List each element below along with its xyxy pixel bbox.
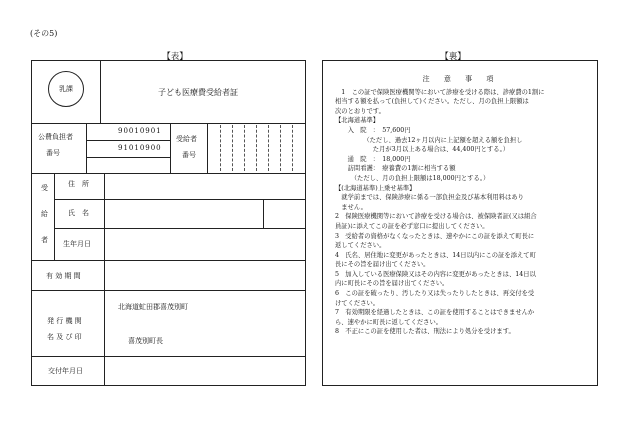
note-line: 員証)に添えてこの証を必ず窓口に提出してください。	[335, 222, 489, 230]
note-line: 就学前までは、保険診療に係る一部負担金及び基本利用料はあり	[335, 194, 524, 202]
payer-label-2: 番号	[46, 149, 60, 157]
note-line: 返してください。	[335, 242, 386, 250]
note-line: 訪問看護： 療養費の1割に相当する額	[335, 165, 456, 173]
note-line: 相当する額を払って(負担して)ください。ただし、月の負担上限額は	[335, 98, 529, 106]
divider	[32, 123, 306, 124]
payer-number-1: 90010901	[118, 127, 162, 135]
certificate-title: 子ども医療費受給者証	[158, 88, 238, 97]
divider	[170, 123, 171, 173]
note-line: た月が3月以上ある場合は、44,400円とする。）	[335, 146, 510, 154]
note-line: 内に町長にその旨を届け出てください。	[335, 280, 449, 288]
divider	[54, 228, 306, 229]
digit-divider	[232, 125, 233, 171]
divider	[86, 140, 170, 141]
note-line: 5 加入している医療保険又はその内容に変更があったときは、14日以	[335, 270, 536, 278]
digit-divider	[220, 125, 221, 171]
divider	[104, 173, 105, 260]
divider	[54, 199, 306, 200]
digit-divider	[268, 125, 269, 171]
notes-block	[335, 75, 587, 337]
note-line: （ただし、月の負担上限額は18,000円とする。）	[335, 174, 490, 182]
note-line: ら、速やかに町長に返してください。	[335, 318, 443, 326]
note-line: 入 院 ： 57,600円	[335, 126, 411, 134]
divider	[100, 61, 101, 123]
note-line: 【(北海道基準)上乗せ基準】	[335, 184, 416, 192]
recipient-side-3: 者	[41, 236, 48, 244]
recipient-side-2: 給	[41, 210, 48, 218]
note-line: 次のとおりです。	[335, 107, 385, 115]
digit-divider	[292, 125, 293, 171]
note-line: 8 不正にこの証を使用した者は、刑法により処分を受けます。	[335, 328, 515, 336]
note-line: 7 有効期限を経過したときは、この証を使用することはできませんか	[335, 309, 535, 317]
note-line: 4 氏名、居住地に変更があったときは、14日以内にこの証を添えて町	[335, 251, 536, 259]
digit-divider	[256, 125, 257, 171]
stamp-circle: 乳課	[48, 71, 84, 107]
divider	[32, 356, 306, 357]
name-label: 氏 名	[68, 209, 89, 217]
issuer-label-1: 発 行 機 関	[47, 317, 82, 325]
divider	[104, 356, 105, 386]
payer-label-1: 公費負担者	[38, 133, 73, 141]
note-line: 【北海道基準】	[335, 117, 380, 125]
back-section-label: 【裏】	[440, 52, 466, 62]
note-line: （ただし、過去12ヶ月以内に上記額を超える額を負担し	[335, 136, 523, 144]
digit-divider	[244, 125, 245, 171]
divider	[54, 173, 55, 260]
note-line: 2 保険医療機関等において診療を受ける場合は、被保険者証(又は組合	[335, 213, 537, 221]
note-line: 通 院 ： 18,000円	[335, 155, 411, 163]
digit-divider	[280, 125, 281, 171]
issuer-address: 北海道虻田郡喜茂別町	[118, 303, 188, 311]
note-line: 長にその旨を届け出てください。	[335, 261, 430, 269]
front-section-label: 【表】	[162, 52, 188, 62]
recipient-label-2: 番号	[182, 151, 196, 159]
address-label: 住 所	[68, 180, 89, 188]
notes-title: 注 意 事 項	[422, 75, 500, 83]
recipient-side-1: 受	[41, 184, 48, 192]
divider	[32, 173, 306, 174]
note-line: ません。	[335, 203, 367, 211]
issuer-mayor: 喜茂別町長	[128, 337, 163, 345]
issue-date-label: 交付年月日	[48, 367, 83, 375]
divider	[32, 290, 306, 291]
issuer-label-2: 名 及 び 印	[47, 333, 82, 341]
divider	[104, 290, 105, 356]
note-line: 1 この証で保険医療機関等において診療を受ける際は、診療費の1割に	[335, 88, 545, 96]
payer-number-2: 91010900	[118, 144, 162, 152]
back-card	[322, 60, 598, 386]
divider	[104, 260, 105, 290]
note-line: けてください。	[335, 299, 380, 307]
note-line: 3 受給者の資格がなくなったときは、速やかにこの証を添えて町長に	[335, 232, 535, 240]
divider	[263, 199, 264, 228]
divider	[86, 157, 170, 158]
validity-label: 有 効 期 間	[46, 272, 81, 280]
divider	[207, 123, 208, 173]
divider	[32, 260, 306, 261]
birth-label: 生年月日	[63, 240, 91, 248]
recipient-label-1: 受給者	[176, 135, 197, 143]
divider	[86, 123, 87, 173]
note-line: 6 この証を破ったり、汚したり又は失ったりしたときは、再交付を受	[335, 290, 535, 298]
front-card	[31, 60, 306, 386]
page-number: (その5)	[30, 29, 58, 38]
